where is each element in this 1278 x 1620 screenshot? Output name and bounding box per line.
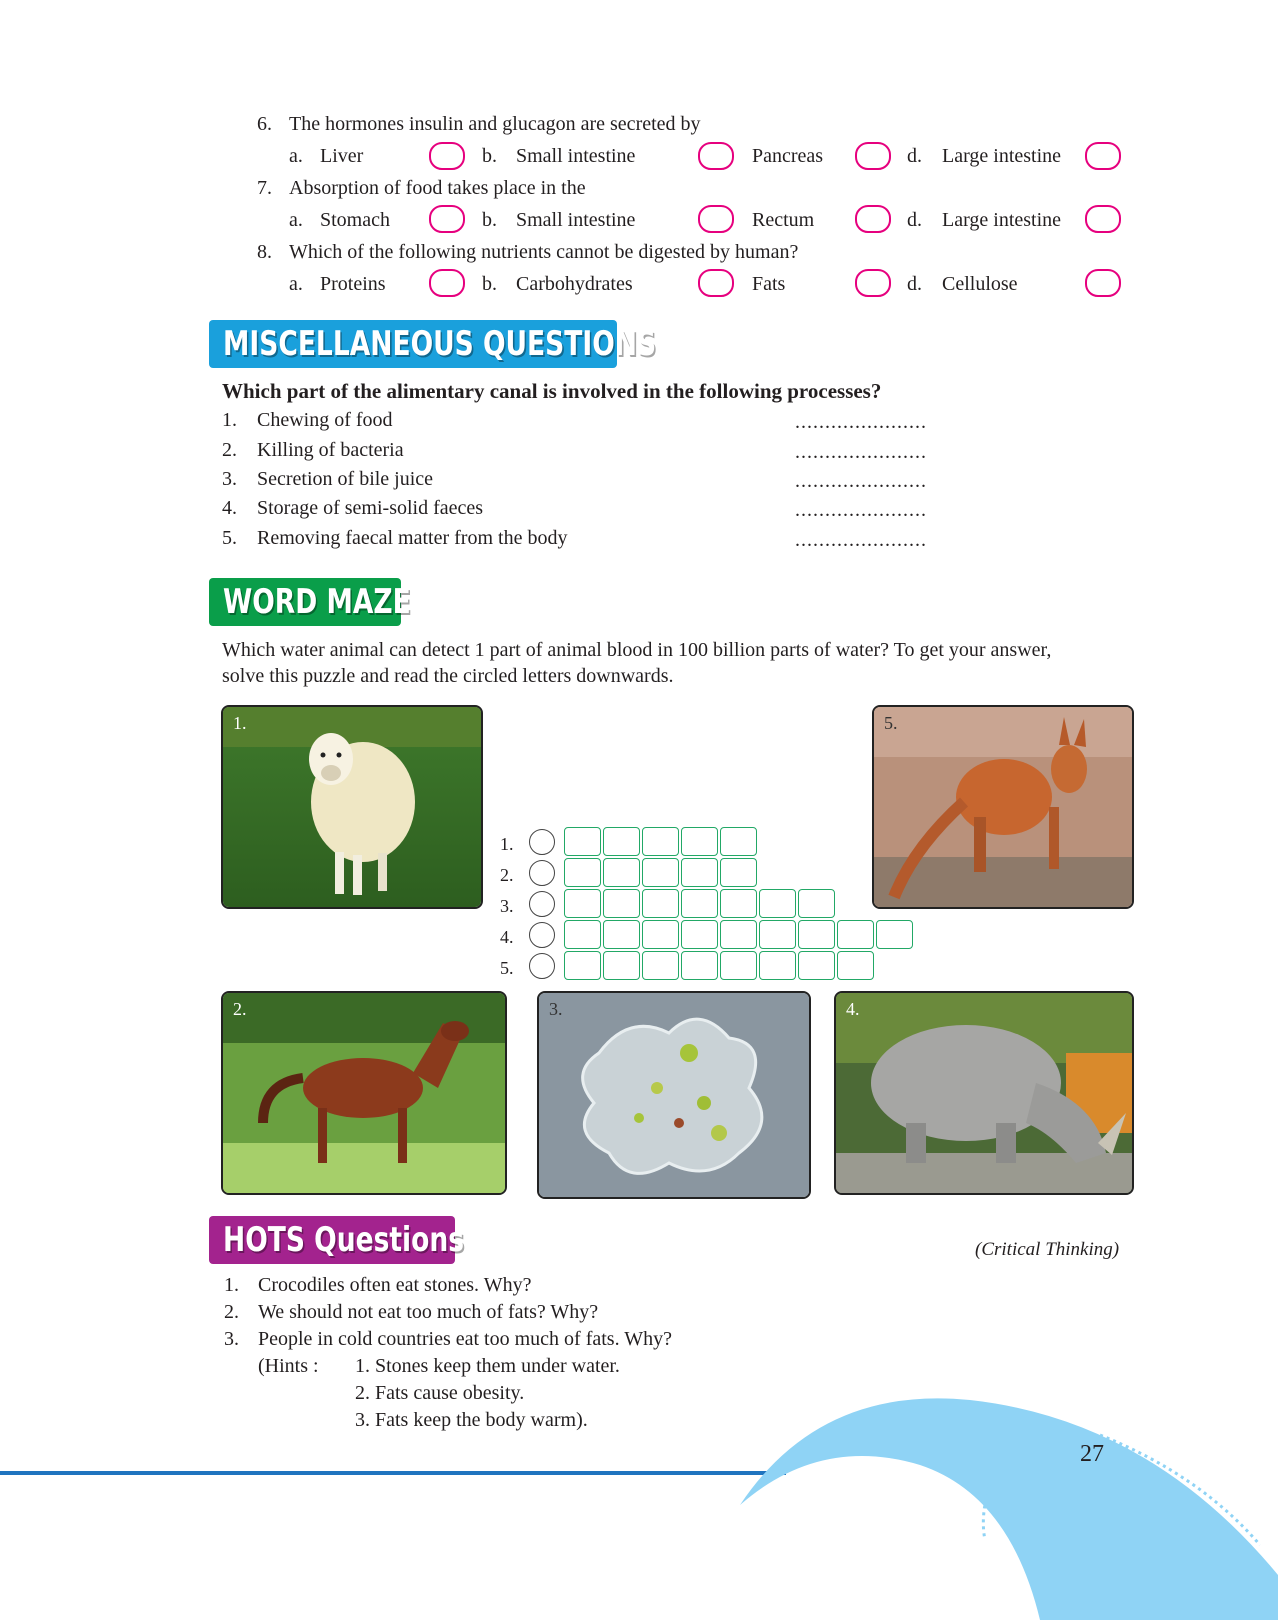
option-letter: a. (289, 145, 303, 167)
grid-circled-letter[interactable] (529, 829, 555, 855)
option-letter: d. (907, 145, 922, 167)
grid-letter-box[interactable] (681, 951, 718, 980)
rhino-photo (834, 991, 1134, 1195)
amoeba-image (539, 993, 809, 1197)
option-letter: a. (289, 273, 303, 295)
list-number: 1. (224, 1274, 239, 1296)
rhino-image (836, 993, 1132, 1193)
grid-letter-box[interactable] (603, 951, 640, 980)
list-item: People in cold countries eat too much of fats. Why? (258, 1328, 672, 1350)
grid-letter-box[interactable] (681, 920, 718, 949)
answer-blank[interactable]: ...................... (795, 470, 927, 492)
grid-letter-box[interactable] (720, 858, 757, 887)
grid-letter-box[interactable] (603, 858, 640, 887)
critical-thinking-tag: (Critical Thinking) (975, 1239, 1120, 1260)
grid-letter-box[interactable] (603, 827, 640, 856)
grid-letter-box[interactable] (876, 920, 913, 949)
grid-row-number: 5. (500, 958, 514, 978)
misc-prompt: Which part of the alimentary canal is involved in the following processes? (222, 379, 882, 403)
grid-letter-box[interactable] (837, 951, 874, 980)
option-letter: a. (289, 209, 303, 231)
sheep-photo (221, 705, 483, 909)
maze-instructions-line1: Which water animal can detect 1 part of animal blood in 100 billion parts of water? To get your answer, (222, 639, 1052, 661)
option-text: Pancreas (752, 145, 824, 167)
list-number: 2. (224, 1301, 239, 1323)
answer-oval[interactable] (429, 142, 465, 170)
list-item: Storage of semi-solid faeces (257, 497, 484, 519)
grid-letter-box[interactable] (798, 920, 835, 949)
option-text: Stomach (320, 209, 390, 231)
option-text: Liver (320, 145, 364, 167)
answer-oval[interactable] (1085, 205, 1121, 233)
maze-heading: WORD MAZE (223, 582, 411, 622)
footer-rule (0, 1471, 786, 1475)
answer-blank[interactable]: ...................... (795, 411, 927, 433)
grid-letter-box[interactable] (564, 858, 601, 887)
photo-label: 1. (233, 713, 247, 733)
grid-letter-box[interactable] (564, 827, 601, 856)
sheep-image (223, 707, 481, 907)
grid-letter-box[interactable] (720, 951, 757, 980)
list-item: Secretion of bile juice (257, 468, 434, 490)
grid-row-number: 2. (500, 865, 514, 885)
grid-letter-box[interactable] (759, 951, 796, 980)
answer-oval[interactable] (698, 269, 734, 297)
footer-wave (740, 1395, 1278, 1620)
answer-oval[interactable] (855, 205, 891, 233)
grid-letter-box[interactable] (603, 889, 640, 918)
misc-heading-banner (209, 320, 657, 368)
grid-letter-box[interactable] (603, 920, 640, 949)
grid-letter-box[interactable] (759, 889, 796, 918)
grid-letter-box[interactable] (642, 951, 679, 980)
photo-label: 2. (233, 999, 247, 1019)
question-text: Which of the following nutrients cannot be digested by human? (289, 241, 799, 263)
answer-oval[interactable] (855, 142, 891, 170)
hint-item: 3. Fats keep the body warm). (355, 1409, 588, 1431)
grid-letter-box[interactable] (798, 889, 835, 918)
answer-oval[interactable] (855, 269, 891, 297)
grid-letter-box[interactable] (720, 920, 757, 949)
photo-label: 4. (846, 999, 860, 1019)
option-text: Small intestine (516, 145, 636, 167)
option-text: Large intestine (942, 145, 1062, 167)
answer-oval[interactable] (429, 205, 465, 233)
answer-blank[interactable]: ...................... (795, 529, 927, 551)
option-letter: d. (907, 209, 922, 231)
list-item: Killing of bacteria (257, 439, 404, 461)
photo-label: 3. (549, 999, 563, 1019)
option-text: Large intestine (942, 209, 1062, 231)
question-number: 6. (257, 113, 272, 135)
list-item: We should not eat too much of fats? Why? (258, 1301, 599, 1323)
question-text: The hormones insulin and glucagon are secreted by (289, 113, 701, 135)
option-text: Fats (752, 273, 786, 295)
grid-row-number: 1. (500, 834, 514, 854)
grid-letter-box[interactable] (837, 920, 874, 949)
answer-blank[interactable]: ...................... (795, 499, 927, 521)
amoeba-photo (537, 991, 811, 1199)
grid-letter-box[interactable] (642, 827, 679, 856)
grid-letter-box[interactable] (642, 858, 679, 887)
grid-letter-box[interactable] (798, 951, 835, 980)
answer-oval[interactable] (429, 269, 465, 297)
grid-circled-letter[interactable] (529, 891, 555, 917)
horse-photo (221, 991, 507, 1195)
grid-circled-letter[interactable] (529, 860, 555, 886)
list-number: 3. (224, 1328, 239, 1350)
option-text: Cellulose (942, 273, 1018, 295)
question-number: 8. (257, 241, 272, 263)
grid-circled-letter[interactable] (529, 953, 555, 979)
grid-letter-box[interactable] (720, 827, 757, 856)
option-text: Rectum (752, 209, 815, 231)
option-letter: d. (907, 273, 922, 295)
photo-label: 5. (884, 713, 898, 733)
grid-letter-box[interactable] (642, 889, 679, 918)
kangaroo-photo (872, 705, 1134, 909)
answer-oval[interactable] (1085, 269, 1121, 297)
option-text: Small intestine (516, 209, 636, 231)
list-item: Removing faecal matter from the body (257, 527, 568, 549)
maze-instructions-line2: solve this puzzle and read the circled letters downwards. (222, 665, 674, 687)
grid-letter-box[interactable] (681, 827, 718, 856)
answer-oval[interactable] (1085, 142, 1121, 170)
answer-oval[interactable] (698, 205, 734, 233)
grid-row-number: 3. (500, 896, 514, 916)
maze-heading-banner (209, 578, 411, 626)
hints-label: (Hints : (258, 1355, 319, 1377)
question-text: Absorption of food takes place in the (289, 177, 586, 199)
misc-heading: MISCELLANEOUS QUESTIONS (223, 324, 657, 364)
hint-item: 2. Fats cause obesity. (355, 1382, 525, 1404)
option-text: Carbohydrates (516, 273, 633, 295)
grid-letter-box[interactable] (642, 920, 679, 949)
list-number: 1. (222, 409, 237, 431)
grid-circled-letter[interactable] (529, 922, 555, 948)
grid-letter-box[interactable] (681, 858, 718, 887)
hint-item: 1. Stones keep them under water. (355, 1355, 620, 1377)
kangaroo-image (874, 707, 1132, 907)
answer-oval[interactable] (698, 142, 734, 170)
grid-letter-box[interactable] (681, 889, 718, 918)
list-number: 5. (222, 527, 237, 549)
question-number: 7. (257, 177, 272, 199)
grid-letter-box[interactable] (759, 920, 796, 949)
hots-heading: HOTS Questions (223, 1220, 465, 1260)
horse-image (223, 993, 505, 1193)
page-number: 27 (1080, 1441, 1104, 1467)
grid-row-number: 4. (500, 927, 514, 947)
option-letter: b. (482, 209, 497, 231)
hots-heading-banner (209, 1216, 465, 1264)
option-text: Proteins (320, 273, 386, 295)
option-letter: b. (482, 273, 497, 295)
list-item: Crocodiles often eat stones. Why? (258, 1274, 532, 1296)
grid-letter-box[interactable] (564, 920, 601, 949)
grid-letter-box[interactable] (720, 889, 757, 918)
answer-blank[interactable]: ...................... (795, 441, 927, 463)
option-letter: b. (482, 145, 497, 167)
list-number: 2. (222, 439, 237, 461)
list-number: 4. (222, 497, 237, 519)
list-item: Chewing of food (257, 409, 393, 431)
grid-letter-box[interactable] (564, 951, 601, 980)
list-number: 3. (222, 468, 237, 490)
grid-letter-box[interactable] (564, 889, 601, 918)
